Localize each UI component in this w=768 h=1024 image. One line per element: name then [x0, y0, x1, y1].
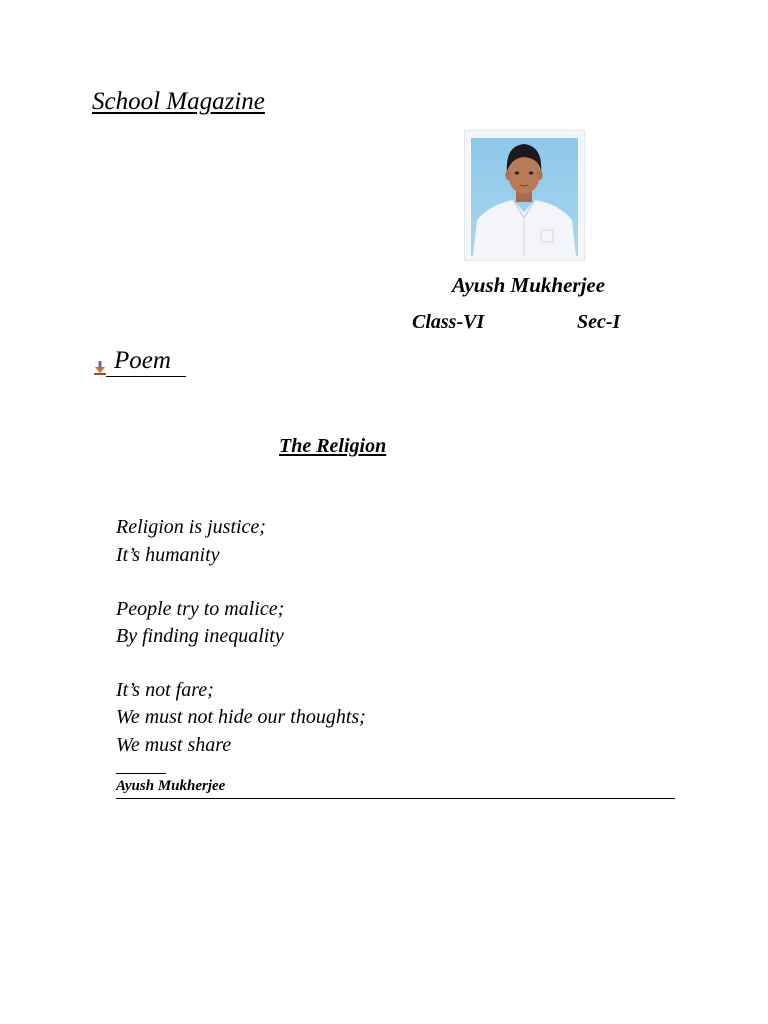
poem-signature: Ayush Mukherjee [116, 778, 226, 794]
author-photo [464, 130, 585, 261]
poem-line: We must share [116, 734, 232, 756]
arrow-bullet-icon [94, 361, 106, 375]
author-section: Sec-I [577, 311, 621, 333]
poem-line: It’s humanity [116, 544, 220, 566]
magazine-title: School Magazine [92, 88, 265, 115]
poem-title: The Religion [279, 435, 387, 457]
poem-line: By finding inequality [116, 625, 284, 647]
poem-line: Religion is justice; [116, 516, 266, 538]
student-portrait [471, 138, 578, 256]
signature-underline [116, 798, 675, 799]
poem-line: People try to malice; [116, 598, 285, 620]
author-class: Class-VI [412, 311, 485, 333]
poem-line: It’s not fare; [116, 679, 214, 701]
section-heading: Poem [106, 346, 186, 377]
signature-divider [116, 773, 166, 774]
author-name: Ayush Mukherjee [452, 273, 606, 297]
poem-line: We must not hide our thoughts; [116, 706, 366, 728]
